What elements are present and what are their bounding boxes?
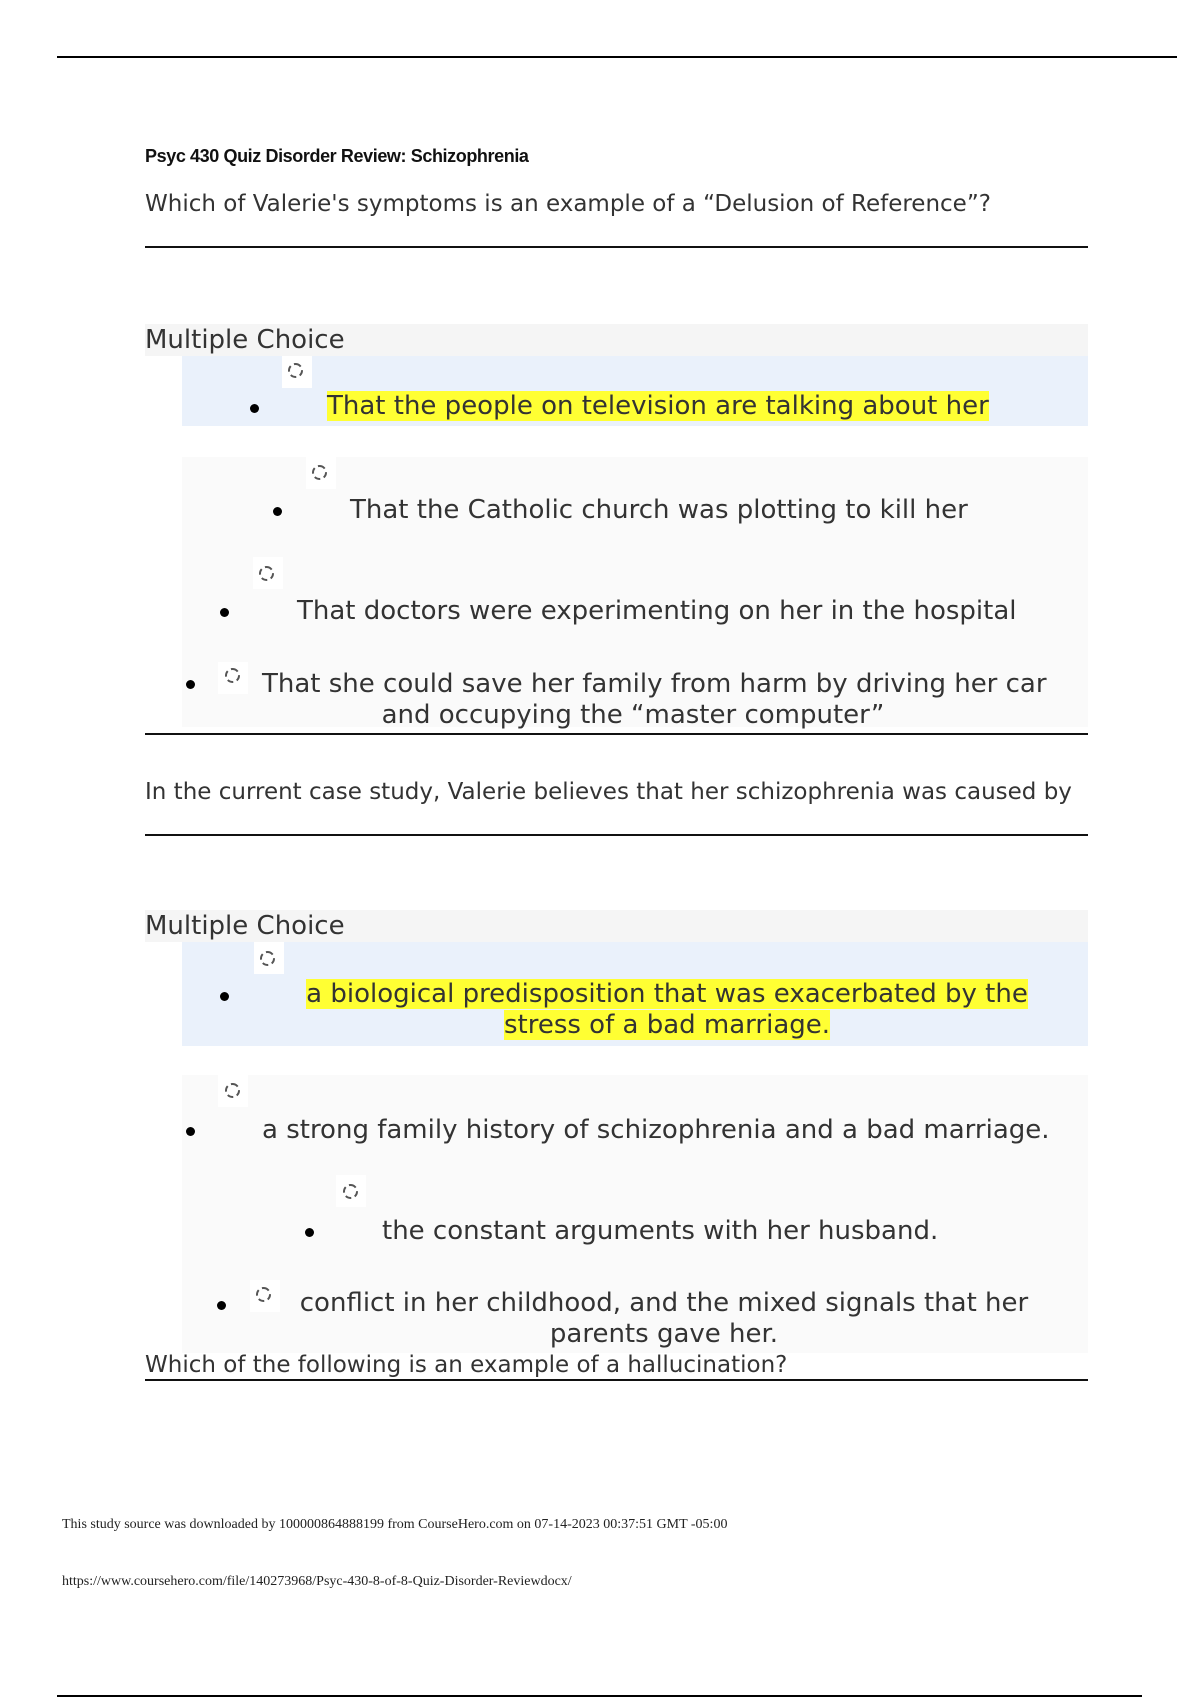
option-text: That the Catholic church was plotting to kill her	[350, 495, 968, 525]
radio-button-icon[interactable]	[256, 1287, 271, 1302]
radio-button-icon[interactable]	[225, 1083, 240, 1098]
question-1-bottom-rule	[145, 733, 1088, 735]
question-1-option-2[interactable]	[182, 457, 1088, 537]
question-1-type-header	[145, 324, 1088, 356]
question-1-option-4[interactable]	[182, 662, 1088, 730]
question-2-type-label: Multiple Choice	[145, 911, 345, 941]
bottom-rule	[57, 1695, 1142, 1697]
question-2-options-group	[182, 1075, 1088, 1353]
bullet-icon	[220, 992, 229, 1001]
option-text: conflict in her childhood, and the mixed signals that her parents gave her.	[299, 1288, 1029, 1349]
question-3-underline	[145, 1379, 1088, 1381]
option-text: a biological predisposition that was exacerbated by the stress of a bad marriage.	[306, 979, 1028, 1040]
question-2-type-header	[145, 910, 1088, 942]
top-rule	[57, 56, 1177, 58]
source-url[interactable]: https://www.coursehero.com/file/140273968/Psyc-430-8-of-8-Quiz-Disorder-Reviewdocx/	[62, 1574, 572, 1589]
question-2-underline	[145, 834, 1088, 836]
bullet-icon	[250, 404, 259, 413]
question-2-option-1[interactable]	[182, 942, 1088, 1046]
bullet-icon	[217, 1301, 226, 1310]
option-text: a strong family history of schizophrenia and a bad marriage.	[262, 1115, 1050, 1145]
question-2-option-4[interactable]	[182, 1280, 1088, 1353]
option-text: That she could save her family from harm by driving her car and occupying the “master computer”	[262, 669, 1047, 730]
radio-button-icon[interactable]	[225, 668, 240, 683]
question-3-prompt: Which of the following is an example of a hallucination?	[145, 1352, 788, 1378]
option-text: That the people on television are talking about her	[327, 391, 989, 421]
question-1-prompt: Which of Valerie's symptoms is an example of a “Delusion of Reference”?	[145, 191, 991, 217]
option-text: That doctors were experimenting on her in the hospital	[297, 596, 1017, 626]
question-1-type-label: Multiple Choice	[145, 325, 345, 355]
bullet-icon	[186, 1127, 195, 1136]
question-2-prompt: In the current case study, Valerie believes that her schizophrenia was caused by	[145, 779, 1072, 805]
question-1-underline	[145, 246, 1088, 248]
question-2-option-3[interactable]	[182, 1175, 1088, 1260]
bullet-icon	[186, 680, 195, 689]
option-text: the constant arguments with her husband.	[382, 1216, 939, 1246]
bullet-icon	[305, 1228, 314, 1237]
download-note: This study source was downloaded by 100000864888199 from CourseHero.com on 07-14-2023 00:37:51 GMT -05:00	[62, 1517, 728, 1532]
radio-button-icon[interactable]	[288, 363, 303, 378]
question-1-option-1[interactable]	[182, 356, 1088, 426]
document-title: Psyc 430 Quiz Disorder Review: Schizophrenia	[145, 146, 529, 166]
question-2-option-2[interactable]	[182, 1075, 1088, 1160]
bullet-icon	[273, 507, 282, 516]
bullet-icon	[220, 608, 229, 617]
radio-button-icon[interactable]	[343, 1184, 358, 1199]
radio-button-icon[interactable]	[259, 566, 274, 581]
radio-button-icon[interactable]	[312, 465, 327, 480]
radio-button-icon[interactable]	[260, 951, 275, 966]
question-1-option-3[interactable]	[182, 557, 1088, 637]
question-1-options-group	[182, 457, 1088, 730]
